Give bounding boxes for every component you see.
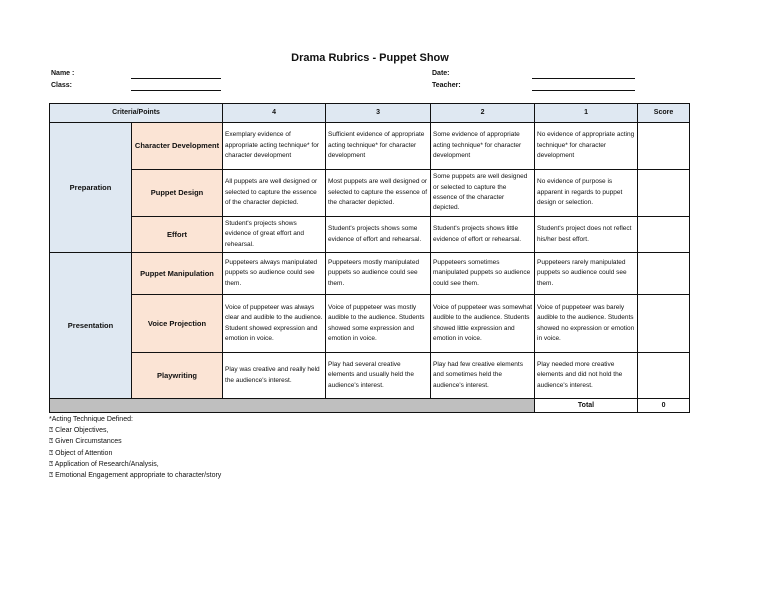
note-item: ⍰ Application of Research/Analysis,: [49, 460, 159, 468]
teacher-field[interactable]: [532, 90, 635, 91]
note-item: ⍰ Clear Objectives,: [49, 427, 109, 435]
name-label: Name :: [51, 70, 75, 77]
score-cell[interactable]: [638, 353, 690, 399]
category-preparation: Preparation: [50, 123, 132, 253]
header-criteria: Criteria/Points: [50, 104, 223, 123]
rubric-cell: Puppeteers always manipulated puppets so audience could see them.: [223, 253, 326, 295]
rubric-cell: Play was creative and really held the audience's interest.: [223, 353, 326, 399]
rubric-cell: No evidence of appropriate acting technique* for character development: [535, 123, 638, 170]
table-row: [50, 170, 690, 217]
table-row: [50, 253, 690, 295]
total-value: 0: [638, 399, 690, 413]
rubric-cell: Some puppets are well designed or selected to capture the essence of the character depicted.: [431, 170, 535, 217]
date-field[interactable]: [532, 78, 635, 79]
rubric-table: [49, 103, 690, 413]
score-cell[interactable]: [638, 295, 690, 353]
total-row: [50, 399, 690, 413]
name-field[interactable]: [131, 78, 221, 79]
rubric-cell: Student's project does not reflect his/her best effort.: [535, 217, 638, 253]
category-presentation: Presentation: [50, 253, 132, 399]
score-cell[interactable]: [638, 217, 690, 253]
rubric-cell: Most puppets are well designed or selected to capture the essence of the character depicted.: [326, 170, 431, 217]
header-points-3: 3: [326, 104, 431, 123]
rubric-cell: Voice of puppeteer was mostly audible to the audience. Students showed some expression and emotion in voice.: [326, 295, 431, 353]
rubric-cell: Student's projects shows some evidence of effort and rehearsal.: [326, 217, 431, 253]
note-item: ⍰ Object of Attention: [49, 449, 113, 457]
class-label: Class:: [51, 82, 73, 89]
rubric-cell: All puppets are well designed or selected to capture the essence of the character depicted.: [223, 170, 326, 217]
date-label: Date:: [432, 70, 450, 77]
table-row: [50, 353, 690, 399]
table-row: [50, 123, 690, 170]
acting-technique-notes: [49, 414, 221, 481]
score-cell[interactable]: [638, 253, 690, 295]
note-item: ⍰ Emotional Engagement appropriate to character/story: [49, 472, 222, 480]
header-points-4: 4: [223, 104, 326, 123]
rubric-cell: Play had few creative elements and sometimes held the audience's interest.: [431, 353, 535, 399]
criterion-puppet-design: Puppet Design: [132, 170, 223, 217]
table-row: [50, 217, 690, 253]
header-row: [50, 104, 690, 123]
class-field[interactable]: [131, 90, 221, 91]
total-spacer: [50, 399, 535, 413]
rubric-cell: Play needed more creative elements and did not hold the audience's interest.: [535, 353, 638, 399]
rubric-cell: Some evidence of appropriate acting technique* for character development: [431, 123, 535, 170]
rubric-cell: No evidence of purpose is apparent in regards to puppet design or selection.: [535, 170, 638, 217]
rubric-cell: Exemplary evidence of appropriate acting technique* for character development: [223, 123, 326, 170]
header-points-2: 2: [431, 104, 535, 123]
total-label: Total: [535, 399, 638, 413]
teacher-label: Teacher:: [432, 82, 461, 89]
rubric-cell: Voice of puppeteer was barely audible to the audience. Students showed no expression or emotion in voice.: [535, 295, 638, 353]
header-score: Score: [638, 104, 690, 123]
criterion-effort: Effort: [132, 217, 223, 253]
table-row: [50, 295, 690, 353]
document-title: Drama Rubrics - Puppet Show: [291, 52, 449, 64]
criterion-puppet-manipulation: Puppet Manipulation: [132, 253, 223, 295]
rubric-cell: Play had several creative elements and usually held the audience's interest.: [326, 353, 431, 399]
rubric-cell: Student's projects shows evidence of great effort and rehearsal.: [223, 217, 326, 253]
rubric-cell: Sufficient evidence of appropriate acting technique* for character development: [326, 123, 431, 170]
rubric-cell: Puppeteers mostly manipulated puppets so audience could see them.: [326, 253, 431, 295]
rubric-cell: Voice of puppeteer was always clear and audible to the audience. Student showed expression and emotion in voice.: [223, 295, 326, 353]
criterion-playwriting: Playwriting: [132, 353, 223, 399]
score-cell[interactable]: [638, 123, 690, 170]
notes-heading: *Acting Technique Defined:: [49, 416, 133, 423]
rubric-cell: Puppeteers rarely manipulated puppets so audience could see them.: [535, 253, 638, 295]
rubric-cell: Student's projects shows little evidence of effort or rehearsal.: [431, 217, 535, 253]
header-points-1: 1: [535, 104, 638, 123]
criterion-voice-projection: Voice Projection: [132, 295, 223, 353]
score-cell[interactable]: [638, 170, 690, 217]
rubric-cell: Puppeteers sometimes manipulated puppets so audience could see them.: [431, 253, 535, 295]
criterion-character-development: Character Development: [132, 123, 223, 170]
rubric-cell: Voice of puppeteer was somewhat audible to the audience. Students showed little expression and emotion in voice.: [431, 295, 535, 353]
note-item: ⍰ Given Circumstances: [49, 438, 122, 446]
